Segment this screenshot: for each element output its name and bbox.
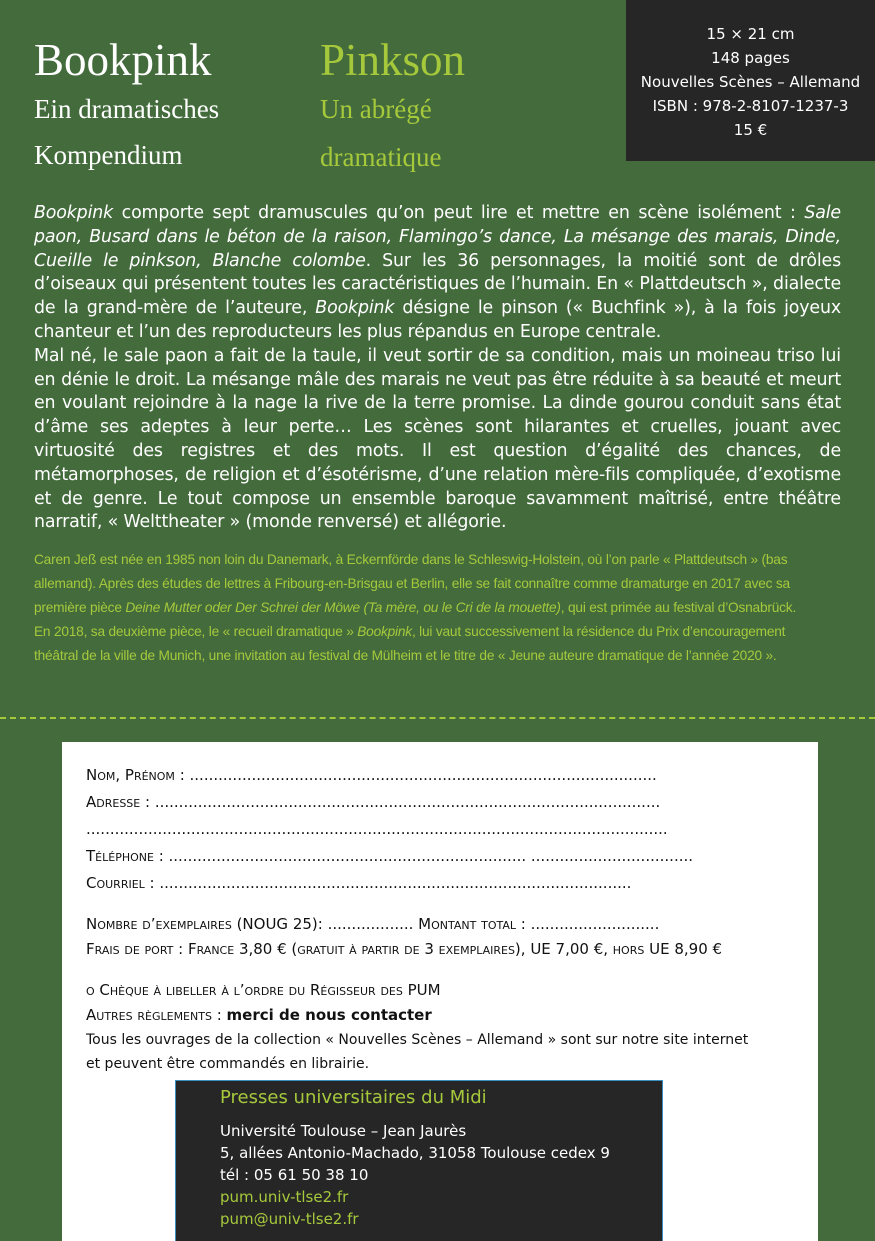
publisher-name: Presses universitaires du Midi (220, 1087, 487, 1108)
other-payment (86, 1006, 432, 1024)
publisher-box (175, 1080, 663, 1241)
spec-format: 15 × 21 cm (706, 25, 795, 43)
cheque-option[interactable]: o Chèque à libeller à l’ordre du Régisseur des PUM (86, 981, 441, 999)
description-paragraph-2: Mal né, le sale paon a fait de la taule, il veut sortir de sa condition, mais un moineau triso lui en dénie le droit. La mésange mâle des marais ne veut pas être réduite à sa beauté et meurt en voulant rejoindre à la nage la rive de la terre promise. La dinde gourou conduit sans état d’âme ses adeptes à leur perte… Les scènes sont hilarantes et cruelles, jouant avec virtuosité des registres et des mots. Il est question d’égalité des chances, de métamorphoses, de religion et d’ésotérisme, d’une relation mère-fils compliquée, d’exotisme et de genre. Le tout compose un ensemble baroque savamment maîtrisé, entre théâtre narratif, « Welttheater » (monde renversé) et allégorie. (34, 345, 841, 533)
spec-isbn: ISBN : 978-2-8107-1237-3 (652, 97, 849, 115)
publisher-email-link[interactable]: pum@univ-tlse2.fr (220, 1210, 359, 1228)
spec-price: 15 € (733, 121, 768, 139)
collection-note-line1: Tous les ouvrages de la collection « Nouvelles Scènes – Allemand » sont sur notre site internet (86, 1032, 749, 1048)
book-description (34, 202, 841, 535)
publisher-university: Université Toulouse – Jean Jaurès (220, 1122, 467, 1140)
bio-run: Deine Mutter oder Der Schrei der Möwe (Ta mère, ou le Cri de la mouette) (125, 600, 561, 615)
subtitle-french-line1: Un abrégé (320, 94, 432, 124)
address-field[interactable]: Adresse : .......................................................................................................... (86, 793, 661, 811)
bio-run: Caren Jeß est née en 1985 non loin du Danemark, à Eckernförde dans le Schleswig-Holstein, où l’on parle « Plattdeutsch » (bas allemand). Après des études de lettres à Fribourg-en-Brisgau et Berlin, elle se fait connaître comme dramaturge en 2017 avec sa première pièce (34, 552, 790, 615)
name-field[interactable]: Nom, Prénom : .................................................................................................. (86, 766, 657, 784)
description-run: Bookpink (34, 203, 114, 223)
description-run: . Sur les 36 personnages, la moitié sont de drôles d’oiseaux qui présentent toutes les caractéristiques de l’humain. En « Plattdeutsch », dialecte de la grand-mère de l’auteure, (34, 250, 841, 319)
other-payment-label: Autres règlements : (86, 1006, 227, 1024)
description-run: Bookpink (315, 298, 395, 319)
phone-field[interactable]: Téléphone : ........................................................................... .................................. (86, 847, 694, 865)
subtitle-french-line2: dramatique (320, 142, 442, 172)
description-run: Sale paon, Busard dans le béton de la raison, Flamingo’s dance, La mésange des marais, Dinde, Cueille le pinkson, Blanche colombe (34, 203, 841, 271)
author-bio (34, 548, 808, 668)
publisher-phone: tél : 05 61 50 38 10 (220, 1166, 369, 1184)
publisher-website-link[interactable]: pum.univ-tlse2.fr (220, 1188, 349, 1206)
address-field-line2[interactable]: .......................................................................................................................... (86, 820, 668, 838)
email-field[interactable]: Courriel : ................................................................................................... (86, 874, 632, 892)
bio-run: Bookpink (357, 624, 412, 639)
description-paragraph-1 (34, 202, 841, 345)
spec-pages: 148 pages (711, 49, 790, 67)
description-run: désigne le pinson (« Buchfink »), à la fois joyeux chanteur et l’un des reproducteurs les plus répandus en Europe centrale. (34, 298, 841, 342)
subtitle-german-line1: Ein dramatisches (34, 94, 220, 124)
description-run: comporte sept dramuscules qu’on peut lire et mettre en scène isolément : (113, 203, 805, 223)
bio-run: , lui vaut successivement la résidence du Prix d’encouragement théâtral de la ville de Munich, une invitation au festival de Mülheim et le titre de « Jeune auteure dramatique de l’année 2020 ». (34, 624, 786, 663)
title-french: Pinkson (320, 35, 466, 85)
spec-collection: Nouvelles Scènes – Allemand (640, 73, 861, 91)
subtitle-german-line2: Kompendium (34, 140, 183, 170)
title-german: Bookpink (34, 35, 212, 85)
bio-run: , qui est primée au festival d’Osnabrück. En 2018, sa deuxième pièce, le « recueil dramatique » (34, 600, 797, 639)
cut-line-divider (0, 717, 875, 719)
book-specs-box (626, 0, 875, 161)
shipping-info: Frais de port : France 3,80 € (gratuit à partir de 3 exemplaires), UE 7,00 €, hors UE 8,90 € (86, 940, 723, 958)
quantity-total-field[interactable]: Nombre d’exemplaires (NOUG 25): .................. Montant total : ........................... (86, 915, 660, 933)
other-payment-value: merci de nous contacter (226, 1006, 432, 1024)
publisher-address: 5, allées Antonio-Machado, 31058 Toulouse cedex 9 (220, 1144, 610, 1162)
collection-note-line2: et peuvent être commandés en librairie. (86, 1056, 370, 1072)
